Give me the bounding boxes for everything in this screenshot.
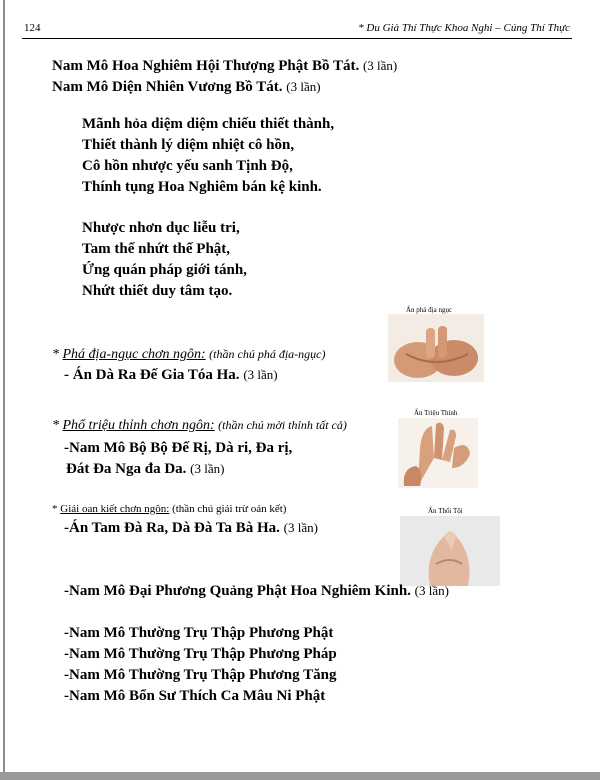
- verse-line: Ứng quán pháp giới tánh,: [82, 262, 247, 278]
- mantra-line: -Án Tam Đà Ra, Dà Đà Ta Bà Ha. (3 lần): [64, 520, 318, 536]
- invocation-text: Nam Mô Hoa Nghiêm Hội Thượng Phật Bồ Tát.: [52, 58, 360, 74]
- verse-line: Nhứt thiết duy tâm tạo.: [82, 283, 233, 299]
- verse-line: Nhược nhơn dục liễu tri,: [82, 220, 240, 236]
- mantra-line: -Nam Mô Bộ Bộ Đế Rị, Dà ri, Đa rị,: [64, 440, 293, 456]
- page-bottom-border: [0, 772, 600, 780]
- verse-line: Thính tụng Hoa Nghiêm bán kệ kinh.: [82, 179, 322, 195]
- repeat-count: (3 lần): [414, 583, 449, 598]
- refuge-line: -Nam Mô Bổn Sư Thích Ca Mâu Ni Phật: [64, 688, 326, 704]
- hand-mudra-photo: [398, 418, 478, 488]
- mantra-title: Phổ triệu thỉnh chơn ngôn:: [62, 418, 215, 433]
- verse-line: Cô hồn nhược yếu sanh Tịnh Độ,: [82, 158, 293, 174]
- repeat-count: (3 lần): [243, 367, 278, 382]
- repeat-count: (3 lần): [190, 461, 225, 476]
- refuge-line: -Nam Mô Thường Trụ Thập Phương Phật: [64, 625, 334, 641]
- refuge-line: -Nam Mô Thường Trụ Thập Phương Pháp: [64, 646, 337, 662]
- mantra-heading: * Phá địa-ngục chơn ngôn: (thần chú phá địa-ngục): [52, 347, 326, 362]
- mantra-note: (thần chú giải trừ oán kết): [172, 503, 287, 515]
- sutra-line: -Nam Mô Đại Phương Quảng Phật Hoa Nghiêm Kinh. (3 lần): [64, 583, 449, 599]
- mantra-title: Phá địa-ngục chơn ngôn:: [62, 347, 206, 362]
- image-caption: Ấn phá địa ngục: [406, 306, 453, 314]
- verse-line: Mãnh hỏa diệm diệm chiếu thiết thành,: [82, 116, 335, 132]
- page-number: 124: [24, 22, 41, 34]
- invocation-line: [52, 79, 321, 96]
- mantra-heading: * Giải oan kiết chơn ngôn: (thần chú giải trừ oán kết): [52, 503, 287, 515]
- repeat-count: (3 lần): [283, 520, 318, 535]
- mantra-line: - Án Dà Ra Đế Gia Tóa Ha. (3 lần): [64, 367, 278, 383]
- verse-line: Tam thế nhứt thế Phật,: [82, 241, 231, 257]
- image-caption: Ấn Thối Tội: [428, 507, 463, 515]
- mantra-line: Đát Đa Nga đa Da. (3 lần): [66, 461, 225, 477]
- page-left-border: [3, 0, 5, 780]
- invocation-line: [52, 58, 397, 75]
- mantra-note: (thần chú phá địa-ngục): [209, 347, 326, 361]
- running-title: * Du Già Thí Thực Khoa Nghi – Cúng Thí Thực: [358, 22, 570, 34]
- mantra-note: (thần chú mời thỉnh tất cả): [218, 418, 347, 432]
- image-caption: Ấn Triệu Thỉnh: [414, 409, 458, 417]
- verse-line: Thiết thành lý diệm nhiệt cô hồn,: [82, 137, 295, 153]
- hand-mudra-photo: [388, 314, 484, 382]
- page-header: [24, 22, 570, 38]
- repeat-count: (3 lần): [286, 79, 321, 94]
- invocation-text: Nam Mô Diện Nhiên Vương Bồ Tát.: [52, 79, 283, 95]
- refuge-line: -Nam Mô Thường Trụ Thập Phương Tăng: [64, 667, 337, 683]
- header-rule: [22, 38, 572, 39]
- repeat-count: (3 lần): [362, 58, 398, 73]
- mantra-heading: * Phổ triệu thỉnh chơn ngôn: (thần chú mời thỉnh tất cả): [52, 418, 347, 433]
- mantra-title: Giải oan kiết chơn ngôn:: [60, 503, 170, 515]
- hand-mudra-photo: [400, 516, 500, 586]
